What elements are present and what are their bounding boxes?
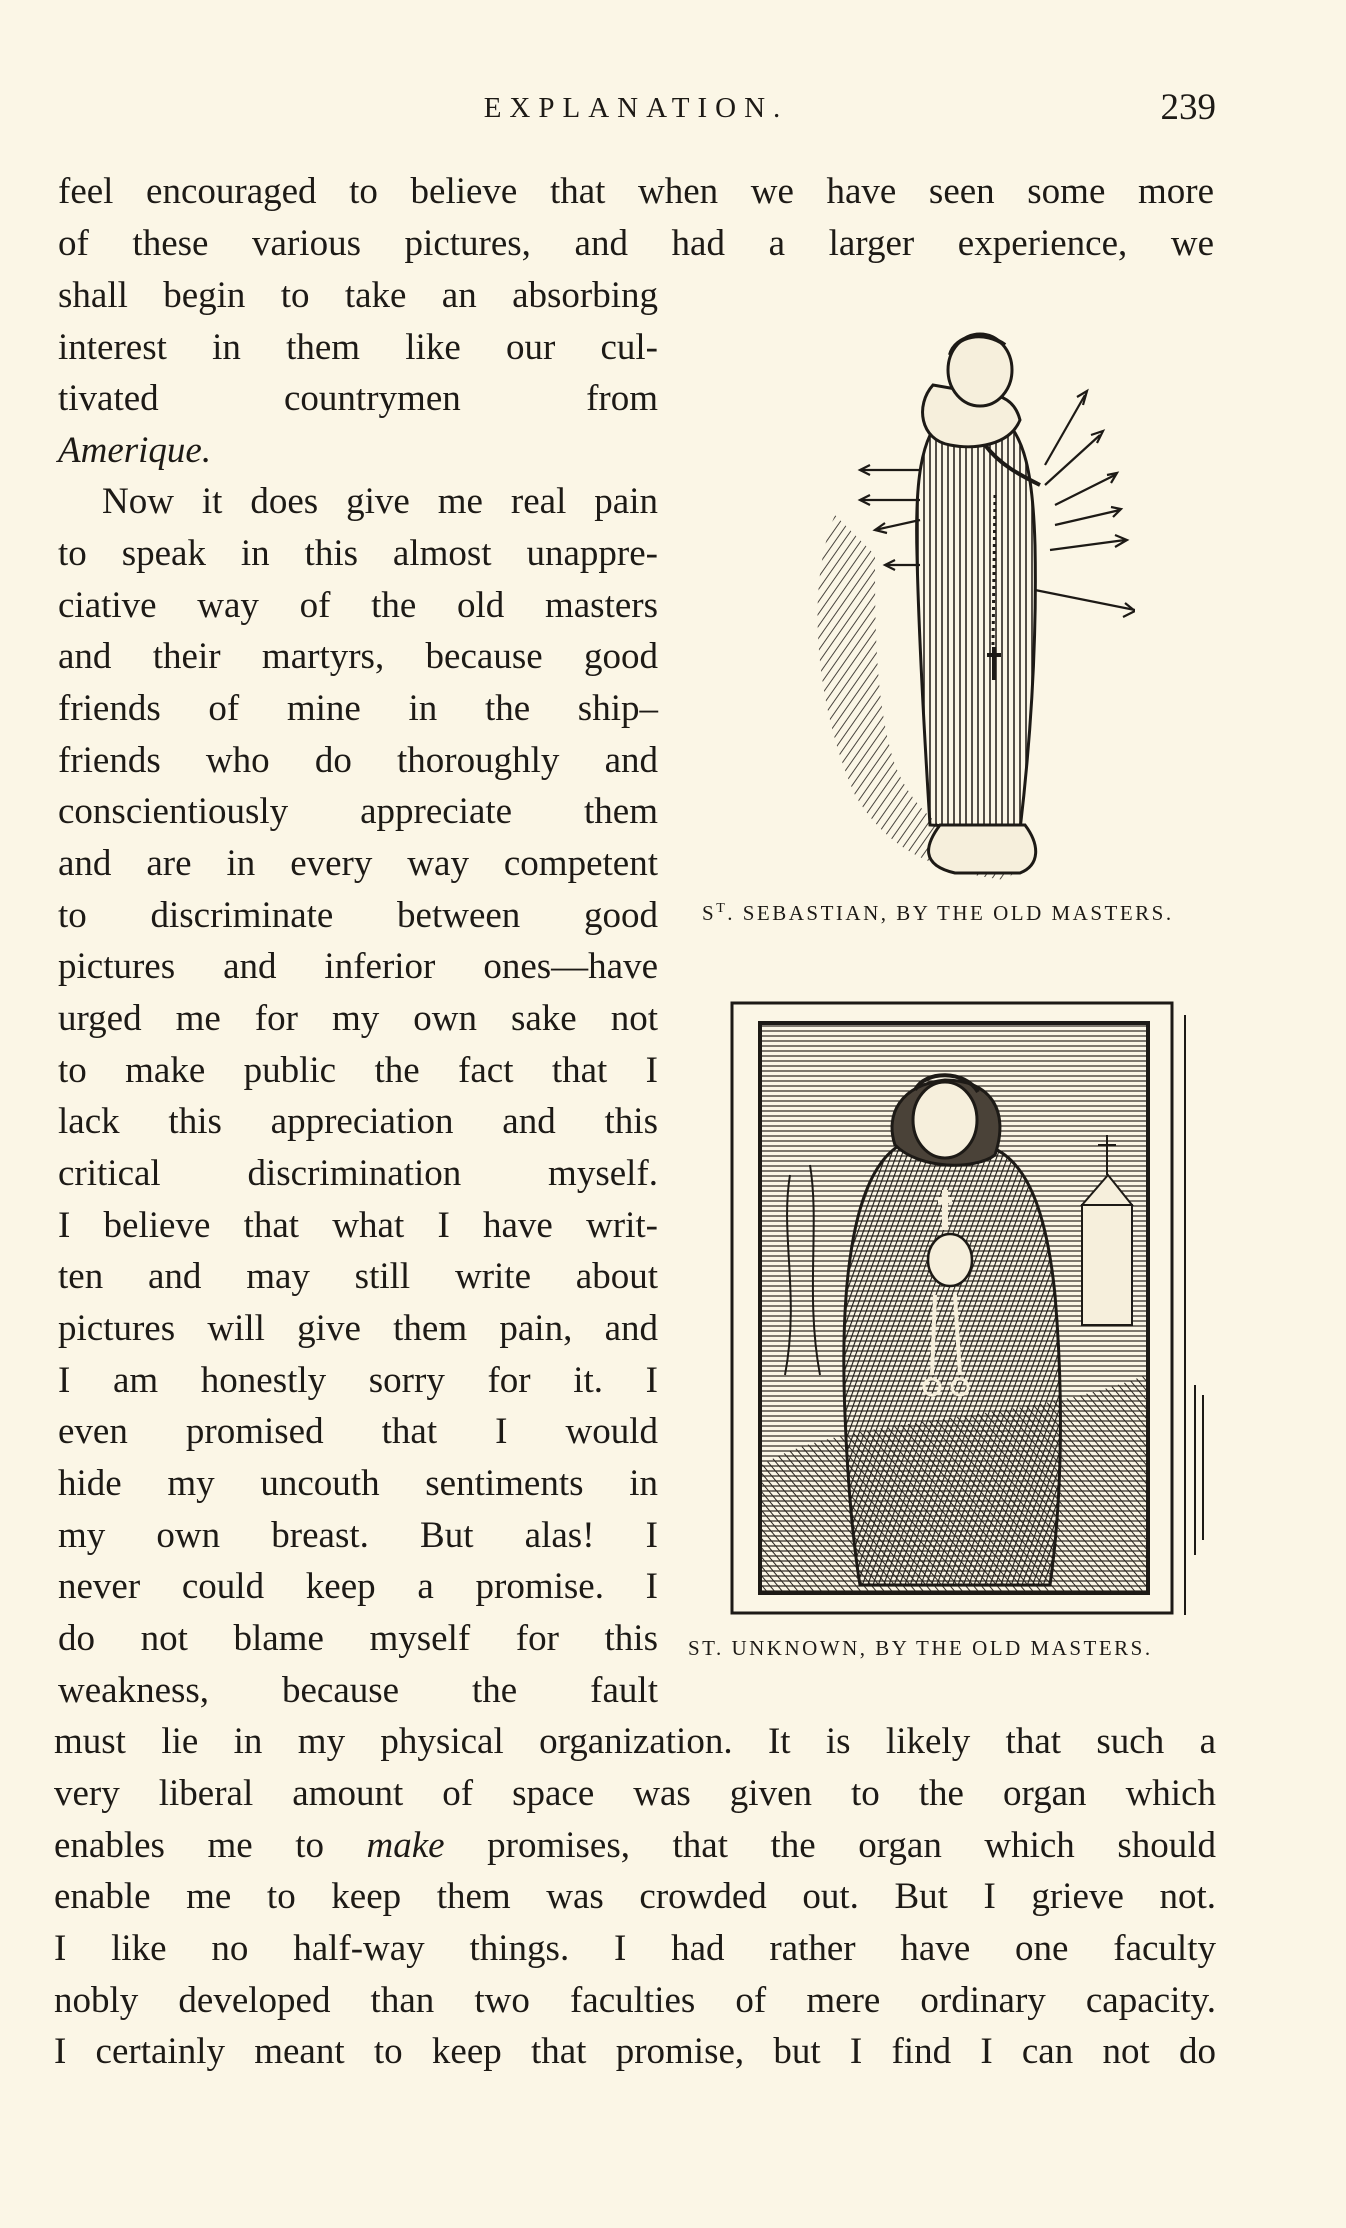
text-line: and are in every way competent [58, 843, 658, 884]
text-line: lack this appreciation and this [58, 1101, 658, 1142]
text-line: friends of mine in the ship– [58, 688, 658, 729]
text-line: friends who do thoroughly and [58, 740, 658, 781]
text-line [54, 1822, 1216, 1870]
text-line: critical discrimination myself. [58, 1153, 658, 1194]
text-line: never could keep a promise. I [58, 1566, 658, 1607]
running-head-title: EXPLANATION. [483, 92, 789, 124]
caption-text: . SEBASTIAN, BY THE OLD MASTERS. [727, 901, 1174, 925]
text-line: pictures will give them pain, and [58, 1308, 658, 1349]
text-segment: enables me to [54, 1825, 367, 1866]
text-line: to discriminate between good [58, 895, 658, 936]
text-line: tivated countrymen from [58, 378, 658, 419]
caption-text: S [702, 901, 717, 925]
text-line: nobly developed than two faculties of mere ordinary capacity. [54, 1980, 1216, 2021]
text-line: pictures and inferior ones—have [58, 946, 658, 987]
text-line: I like no half-way things. I had rather have one faculty [54, 1928, 1216, 1969]
text-line [58, 427, 658, 475]
caption-superscript: T [716, 901, 728, 916]
text-line: feel encouraged to believe that when we have seen some more [58, 171, 1214, 212]
italic-word: make [366, 1825, 445, 1866]
italic-word: Amerique. [58, 430, 212, 471]
text-line: weakness, because the fault [58, 1670, 658, 1711]
text-line: hide my uncouth sentiments in [58, 1463, 658, 1504]
figure-caption [702, 901, 1174, 926]
text-line: even promised that I would [58, 1411, 658, 1452]
text-line: conscientiously appreciate them [58, 791, 658, 832]
text-line: my own breast. But alas! I [58, 1515, 658, 1556]
text-line: to make public the fact that I [58, 1050, 658, 1091]
text-line: and their martyrs, because good [58, 636, 658, 677]
text-line: to speak in this almost unappre- [58, 533, 658, 574]
text-line: ciative way of the old masters [58, 585, 658, 626]
running-head [56, 86, 1216, 136]
unknown-illustration [720, 995, 1220, 1625]
text-line: must lie in my physical organization. It is likely that such a [54, 1721, 1216, 1762]
text-segment: promises, that the organ which should [444, 1825, 1216, 1866]
sebastian-illustration [815, 325, 1135, 895]
text-line: ten and may still write about [58, 1256, 658, 1297]
text-line: very liberal amount of space was given to the organ which [54, 1773, 1216, 1814]
text-line: I certainly meant to keep that promise, but I find I can not do [54, 2031, 1216, 2072]
text-line: I believe that what I have writ- [58, 1205, 658, 1246]
page-number: 239 [1160, 87, 1216, 128]
text-line: do not blame myself for this [58, 1618, 658, 1659]
text-line: urged me for my own sake not [58, 998, 658, 1039]
text-line: enable me to keep them was crowded out. But I grieve not. [54, 1876, 1216, 1917]
text-line: I am honestly sorry for it. I [58, 1360, 658, 1401]
text-line: shall begin to take an absorbing [58, 275, 658, 316]
text-line: interest in them like our cul- [58, 327, 658, 368]
text-line: of these various pictures, and had a larger experience, we [58, 223, 1214, 264]
figure-caption: ST. UNKNOWN, BY THE OLD MASTERS. [688, 1636, 1153, 1660]
paragraph-start: Now it does give me real pain [102, 481, 658, 522]
